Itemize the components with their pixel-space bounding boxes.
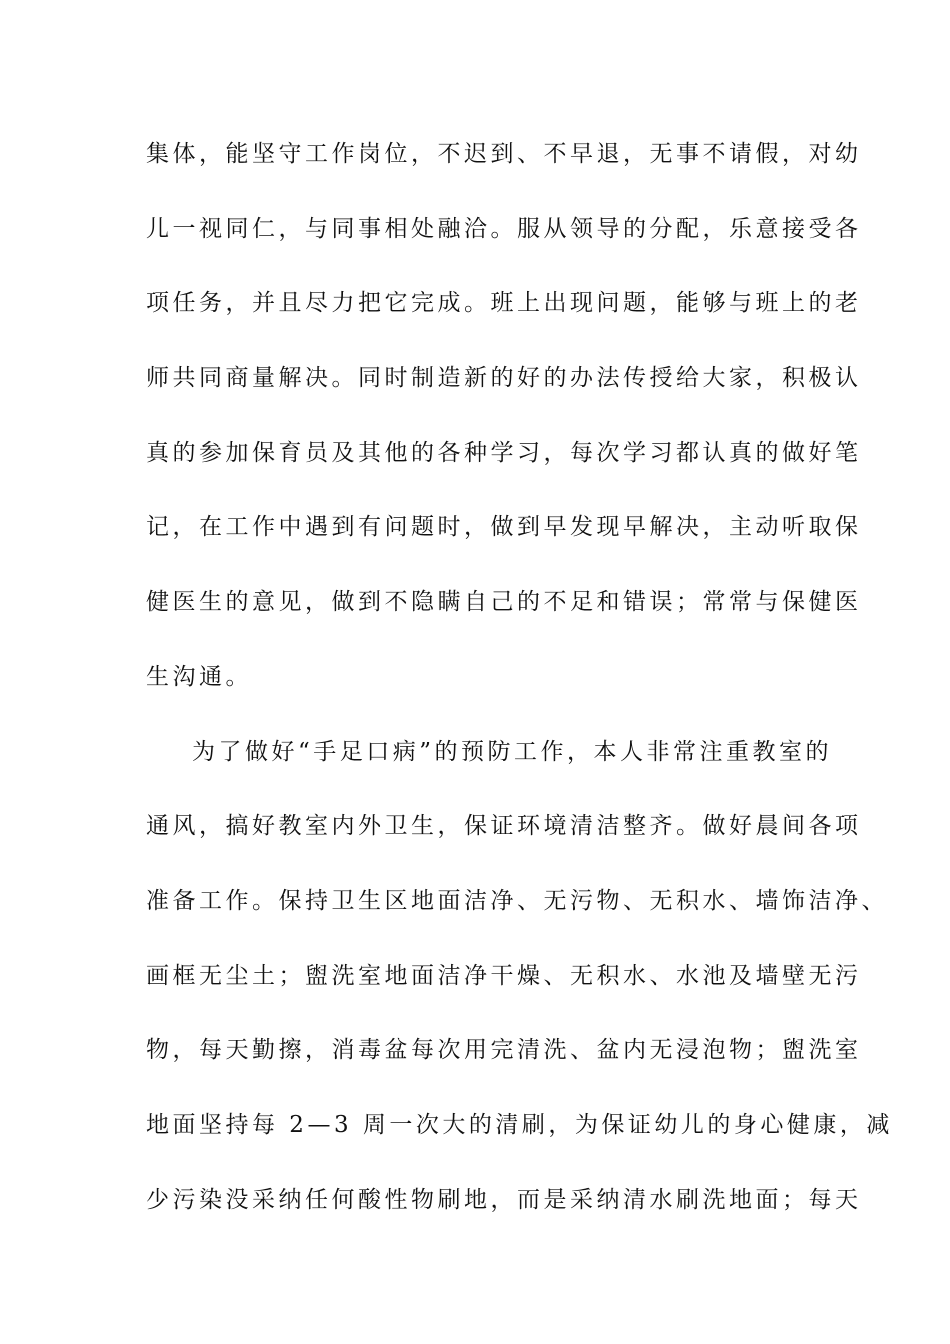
text-line: 师共同商量解决。同时制造新的好的办法传授给大家，积极认 — [146, 365, 862, 392]
text-line: 生沟通。 — [146, 663, 252, 690]
text-line: 真的参加保育员及其他的各种学习，每次学习都认真的做好笔 — [146, 439, 862, 466]
text-line: 准备工作。保持卫生区地面洁净、无污物、无积水、墙饰洁净、 — [146, 887, 888, 914]
text-line: 画框无尘土；盥洗室地面洁净干燥、无积水、水池及墙壁无污 — [146, 962, 862, 989]
text-line: 集体，能坚守工作岗位，不迟到、不早退，无事不请假，对幼 — [146, 141, 862, 167]
text-line: 记，在工作中遇到有问题时，做到早发现早解决，主动听取保 — [146, 514, 862, 541]
text-line: 地面坚持每 2—3 周一次大的清刷，为保证幼儿的身心健康，减 — [146, 1111, 893, 1138]
text-line: 物，每天勤擦，消毒盆每次用完清洗、盆内无浸泡物；盥洗室 — [146, 1037, 862, 1064]
text-line: 为了做好“手足口病”的预防工作，本人非常注重教室的 — [192, 738, 833, 765]
text-line: 儿一视同仁，与同事相处融洽。服从领导的分配，乐意接受各 — [146, 215, 862, 242]
text-line: 健医生的意见，做到不隐瞒自己的不足和错误；常常与保健医 — [146, 589, 862, 616]
document-body — [146, 128, 893, 1248]
text-line: 通风，搞好教室内外卫生，保证环境清洁整齐。做好晨间各项 — [146, 813, 862, 840]
paragraph-2 — [146, 726, 893, 1249]
text-line: 项任务，并且尽力把它完成。班上出现问题，能够与班上的老 — [146, 290, 862, 317]
paragraph-1 — [146, 128, 862, 726]
text-line: 少污染没采纳任何酸性物刷地，而是采纳清水刷洗地面；每天 — [146, 1186, 862, 1213]
